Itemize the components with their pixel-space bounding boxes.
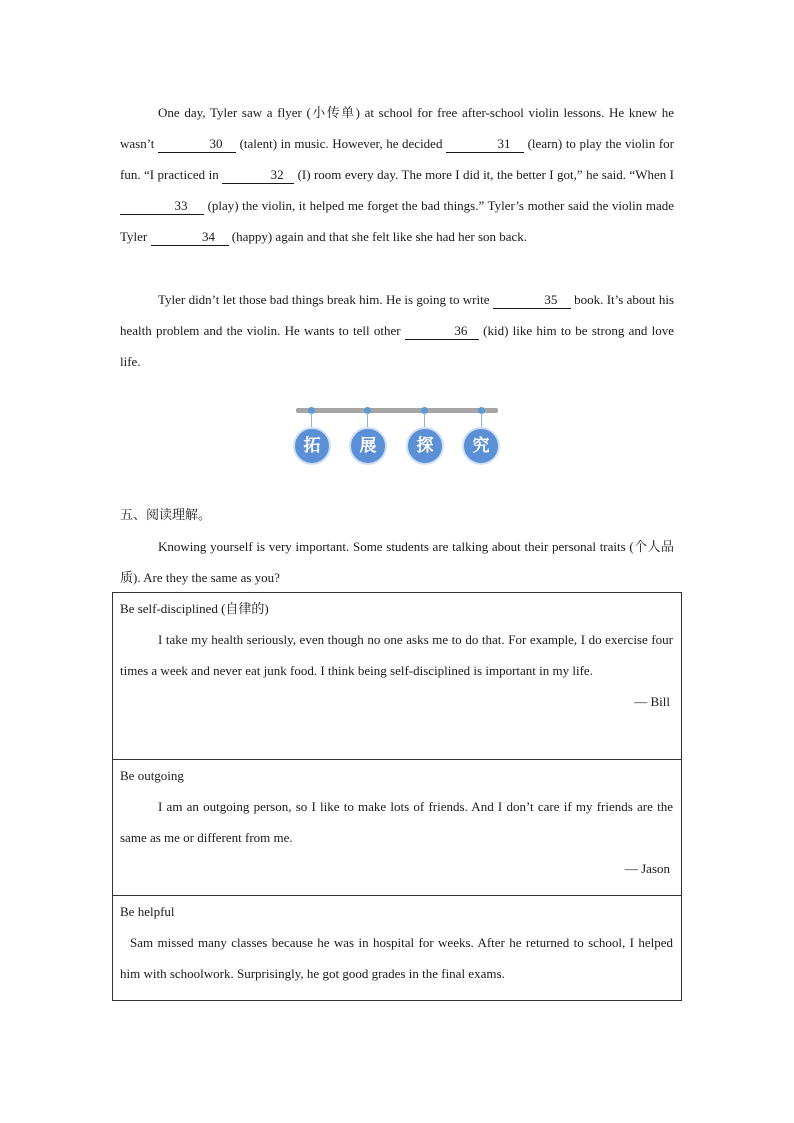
- trait-body: I take my health seriously, even though no one asks me to do that. For example, I do exercise four times a week and never eat junk food. I think being self-disciplined is important in my life.: [120, 632, 673, 678]
- banner-char-4: 究: [462, 427, 500, 465]
- blank-33: 33: [120, 198, 204, 215]
- passage-text: Tyler didn’t let those bad things break him. He is going to write: [158, 292, 493, 307]
- trait-body: Sam missed many classes because he was in hospital for weeks. After he returned to school, I helped him with schoolwork. Surprisingly, he got good grades in the final exams.: [120, 935, 673, 981]
- traits-table: [112, 592, 682, 1001]
- blank-34: 34: [151, 229, 229, 246]
- passage-text: (learn) to play the violin for fun. “I practiced in: [120, 136, 674, 182]
- passage-text: (I) room every day. The more I did it, the better I got,” he said. “When I: [294, 167, 674, 182]
- trait-cell: [113, 593, 682, 760]
- blank-31: 31: [446, 136, 524, 153]
- trait-row: [113, 593, 682, 760]
- blank-30: 30: [158, 136, 236, 153]
- passage-text: (kid) like him to be strong and love life.: [120, 323, 674, 369]
- banner-char-2: 展: [349, 427, 387, 465]
- trait-author: — Jason: [624, 861, 670, 876]
- extension-banner: [290, 404, 504, 468]
- blank-36: 36: [405, 323, 479, 340]
- trait-row: [113, 896, 682, 1001]
- trait-author: — Bill: [634, 694, 670, 709]
- banner-char-3: 探: [406, 427, 444, 465]
- section-heading: 五、阅读理解。: [120, 507, 212, 522]
- section-intro: Knowing yourself is very important. Some students are talking about their personal traits (个人品质). Are they the same as you?: [120, 539, 674, 585]
- banner-bar: [296, 408, 498, 413]
- trait-title: Be helpful: [120, 904, 175, 919]
- passage-text: (happy) again and that she felt like she had her son back.: [228, 229, 528, 244]
- banner-char-1: 拓: [293, 427, 331, 465]
- blank-32: 32: [222, 167, 294, 184]
- trait-cell: [113, 896, 682, 1001]
- trait-title: Be outgoing: [120, 768, 184, 783]
- blank-35: 35: [493, 292, 571, 309]
- passage-paragraph-1: [120, 97, 674, 252]
- trait-row: [113, 760, 682, 896]
- passage-paragraph-2: [120, 284, 674, 377]
- passage-text: book. It’s about his health problem and the violin. He wants to tell other: [120, 292, 675, 338]
- trait-title: Be self-disciplined (自律的): [120, 601, 269, 616]
- trait-body: I am an outgoing person, so I like to make lots of friends. And I don’t care if my friends are the same as me or different from me.: [120, 799, 673, 845]
- passage-text: (play) the violin, it helped me forget the bad things.” Tyler’s mother said the violin made Tyler: [120, 198, 674, 244]
- passage-text: One day, Tyler saw a flyer (小传单) at school for free after-school violin lessons. He knew he wasn’t: [120, 105, 674, 151]
- passage-text: (talent) in music. However, he decided: [236, 136, 447, 151]
- trait-cell: [113, 760, 682, 896]
